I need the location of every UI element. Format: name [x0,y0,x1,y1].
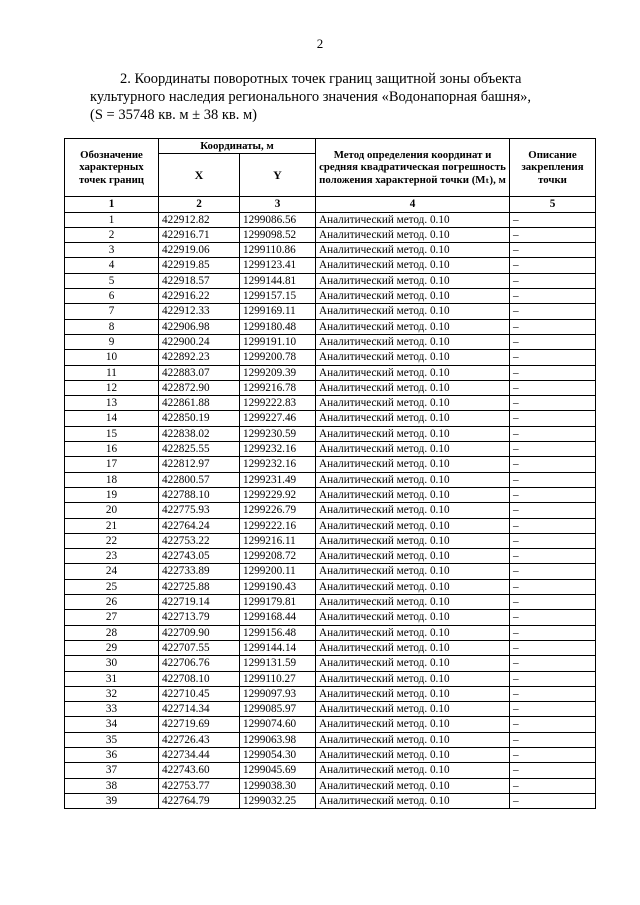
table-row [65,702,596,717]
method-cell: Аналитический метод. 0.10 [316,365,510,380]
x-coordinate-cell: 422788.10 [159,487,240,502]
method-cell: Аналитический метод. 0.10 [316,334,510,349]
coordinates-table [64,138,596,809]
point-id-cell: 35 [65,732,159,747]
table-body [65,212,596,809]
description-cell: – [510,258,596,273]
header-coordinates: Координаты, м [159,139,316,154]
x-coordinate-cell: 422883.07 [159,365,240,380]
heading-line-1: 2. Координаты поворотных точек границ защитной зоны объекта [120,71,522,87]
table-row [65,426,596,441]
x-coordinate-cell: 422764.79 [159,793,240,808]
table-row [65,350,596,365]
point-id-cell: 19 [65,487,159,502]
header-point-designation: Обозначение характерных точек границ [65,139,159,197]
description-cell: – [510,472,596,487]
x-coordinate-cell: 422775.93 [159,503,240,518]
description-cell: – [510,625,596,640]
method-cell: Аналитический метод. 0.10 [316,304,510,319]
x-coordinate-cell: 422719.14 [159,595,240,610]
description-cell: – [510,212,596,227]
y-coordinate-cell: 1299097.93 [240,686,316,701]
x-coordinate-cell: 422725.88 [159,579,240,594]
table-row [65,763,596,778]
y-coordinate-cell: 1299110.27 [240,671,316,686]
method-cell: Аналитический метод. 0.10 [316,717,510,732]
x-coordinate-cell: 422912.33 [159,304,240,319]
description-cell: – [510,457,596,472]
y-coordinate-cell: 1299229.92 [240,487,316,502]
table-row [65,457,596,472]
y-coordinate-cell: 1299222.16 [240,518,316,533]
table-row [65,732,596,747]
column-number-row [65,197,596,212]
method-cell: Аналитический метод. 0.10 [316,549,510,564]
description-cell: – [510,686,596,701]
table-row [65,289,596,304]
method-cell: Аналитический метод. 0.10 [316,273,510,288]
point-id-cell: 30 [65,656,159,671]
method-cell: Аналитический метод. 0.10 [316,350,510,365]
method-cell: Аналитический метод. 0.10 [316,487,510,502]
column-number: 3 [240,197,316,212]
point-id-cell: 13 [65,396,159,411]
method-cell: Аналитический метод. 0.10 [316,671,510,686]
point-id-cell: 3 [65,243,159,258]
y-coordinate-cell: 1299131.59 [240,656,316,671]
table-row [65,396,596,411]
table-row [65,686,596,701]
table-row [65,518,596,533]
method-cell: Аналитический метод. 0.10 [316,686,510,701]
description-cell: – [510,702,596,717]
x-coordinate-cell: 422708.10 [159,671,240,686]
point-id-cell: 26 [65,595,159,610]
y-coordinate-cell: 1299226.79 [240,503,316,518]
description-cell: – [510,503,596,518]
y-coordinate-cell: 1299216.11 [240,533,316,548]
y-coordinate-cell: 1299098.52 [240,227,316,242]
point-id-cell: 4 [65,258,159,273]
header-method: Метод определения координат и средняя квадратическая погрешность положения характерной точки (Mₜ), м [316,139,510,197]
method-cell: Аналитический метод. 0.10 [316,793,510,808]
method-cell: Аналитический метод. 0.10 [316,518,510,533]
x-coordinate-cell: 422916.71 [159,227,240,242]
description-cell: – [510,610,596,625]
point-id-cell: 15 [65,426,159,441]
table-row [65,656,596,671]
table-row [65,411,596,426]
table-row [65,334,596,349]
x-coordinate-cell: 422710.45 [159,686,240,701]
description-cell: – [510,595,596,610]
method-cell: Аналитический метод. 0.10 [316,747,510,762]
description-cell: – [510,334,596,349]
y-coordinate-cell: 1299045.69 [240,763,316,778]
y-coordinate-cell: 1299110.86 [240,243,316,258]
table-row [65,595,596,610]
x-coordinate-cell: 422825.55 [159,442,240,457]
table-row [65,227,596,242]
point-id-cell: 32 [65,686,159,701]
method-cell: Аналитический метод. 0.10 [316,732,510,747]
method-cell: Аналитический метод. 0.10 [316,212,510,227]
table-row [65,503,596,518]
column-number: 4 [316,197,510,212]
method-cell: Аналитический метод. 0.10 [316,411,510,426]
point-id-cell: 36 [65,747,159,762]
y-coordinate-cell: 1299179.81 [240,595,316,610]
table-row [65,533,596,548]
description-cell: – [510,487,596,502]
point-id-cell: 28 [65,625,159,640]
y-coordinate-cell: 1299232.16 [240,442,316,457]
x-coordinate-cell: 422892.23 [159,350,240,365]
description-cell: – [510,227,596,242]
x-coordinate-cell: 422918.57 [159,273,240,288]
table-row [65,304,596,319]
description-cell: – [510,380,596,395]
description-cell: – [510,656,596,671]
description-cell: – [510,411,596,426]
point-id-cell: 8 [65,319,159,334]
page-number: 2 [316,36,324,51]
table-row [65,549,596,564]
point-id-cell: 25 [65,579,159,594]
table-row [65,487,596,502]
x-coordinate-cell: 422900.24 [159,334,240,349]
y-coordinate-cell: 1299227.46 [240,411,316,426]
heading-line-3: (S = 35748 кв. м ± 38 кв. м) [90,107,257,123]
y-coordinate-cell: 1299200.78 [240,350,316,365]
point-id-cell: 11 [65,365,159,380]
description-cell: – [510,564,596,579]
method-cell: Аналитический метод. 0.10 [316,778,510,793]
point-id-cell: 20 [65,503,159,518]
x-coordinate-cell: 422753.22 [159,533,240,548]
column-number: 1 [65,197,159,212]
table-row [65,365,596,380]
description-cell: – [510,533,596,548]
y-coordinate-cell: 1299074.60 [240,717,316,732]
y-coordinate-cell: 1299169.11 [240,304,316,319]
x-coordinate-cell: 422764.24 [159,518,240,533]
point-id-cell: 38 [65,778,159,793]
method-cell: Аналитический метод. 0.10 [316,442,510,457]
x-coordinate-cell: 422709.90 [159,625,240,640]
table-row [65,640,596,655]
method-cell: Аналитический метод. 0.10 [316,289,510,304]
method-cell: Аналитический метод. 0.10 [316,595,510,610]
y-coordinate-cell: 1299123.41 [240,258,316,273]
table-row [65,319,596,334]
method-cell: Аналитический метод. 0.10 [316,702,510,717]
y-coordinate-cell: 1299063.98 [240,732,316,747]
y-coordinate-cell: 1299208.72 [240,549,316,564]
method-cell: Аналитический метод. 0.10 [316,503,510,518]
method-cell: Аналитический метод. 0.10 [316,243,510,258]
description-cell: – [510,793,596,808]
y-coordinate-cell: 1299086.56 [240,212,316,227]
table-row [65,273,596,288]
point-id-cell: 16 [65,442,159,457]
y-coordinate-cell: 1299180.48 [240,319,316,334]
point-id-cell: 23 [65,549,159,564]
x-coordinate-cell: 422726.43 [159,732,240,747]
x-coordinate-cell: 422714.34 [159,702,240,717]
description-cell: – [510,289,596,304]
x-coordinate-cell: 422713.79 [159,610,240,625]
point-id-cell: 21 [65,518,159,533]
table-row [65,380,596,395]
y-coordinate-cell: 1299231.49 [240,472,316,487]
method-cell: Аналитический метод. 0.10 [316,564,510,579]
description-cell: – [510,671,596,686]
x-coordinate-cell: 422733.89 [159,564,240,579]
y-coordinate-cell: 1299232.16 [240,457,316,472]
point-id-cell: 24 [65,564,159,579]
method-cell: Аналитический метод. 0.10 [316,457,510,472]
table-row [65,747,596,762]
description-cell: – [510,243,596,258]
description-cell: – [510,579,596,594]
point-id-cell: 2 [65,227,159,242]
description-cell: – [510,747,596,762]
description-cell: – [510,350,596,365]
x-coordinate-cell: 422734.44 [159,747,240,762]
description-cell: – [510,304,596,319]
table-row [65,564,596,579]
description-cell: – [510,442,596,457]
method-cell: Аналитический метод. 0.10 [316,227,510,242]
description-cell: – [510,426,596,441]
x-coordinate-cell: 422743.05 [159,549,240,564]
table-row [65,671,596,686]
method-cell: Аналитический метод. 0.10 [316,640,510,655]
table-row [65,243,596,258]
description-cell: – [510,319,596,334]
y-coordinate-cell: 1299144.81 [240,273,316,288]
point-id-cell: 9 [65,334,159,349]
x-coordinate-cell: 422800.57 [159,472,240,487]
x-coordinate-cell: 422719.69 [159,717,240,732]
table-row [65,717,596,732]
x-coordinate-cell: 422919.06 [159,243,240,258]
description-cell: – [510,763,596,778]
x-coordinate-cell: 422906.98 [159,319,240,334]
section-heading [90,70,590,124]
y-coordinate-cell: 1299222.83 [240,396,316,411]
table-row [65,625,596,640]
table-row [65,778,596,793]
method-cell: Аналитический метод. 0.10 [316,656,510,671]
y-coordinate-cell: 1299216.78 [240,380,316,395]
y-coordinate-cell: 1299200.11 [240,564,316,579]
y-coordinate-cell: 1299085.97 [240,702,316,717]
x-coordinate-cell: 422861.88 [159,396,240,411]
x-coordinate-cell: 422872.90 [159,380,240,395]
point-id-cell: 33 [65,702,159,717]
method-cell: Аналитический метод. 0.10 [316,380,510,395]
method-cell: Аналитический метод. 0.10 [316,426,510,441]
point-id-cell: 14 [65,411,159,426]
method-cell: Аналитический метод. 0.10 [316,610,510,625]
y-coordinate-cell: 1299054.30 [240,747,316,762]
header-y: Y [240,154,316,197]
y-coordinate-cell: 1299032.25 [240,793,316,808]
table-row [65,793,596,808]
y-coordinate-cell: 1299168.44 [240,610,316,625]
y-coordinate-cell: 1299230.59 [240,426,316,441]
y-coordinate-cell: 1299157.15 [240,289,316,304]
point-id-cell: 6 [65,289,159,304]
point-id-cell: 7 [65,304,159,319]
x-coordinate-cell: 422707.55 [159,640,240,655]
method-cell: Аналитический метод. 0.10 [316,396,510,411]
table-row [65,442,596,457]
x-coordinate-cell: 422753.77 [159,778,240,793]
description-cell: – [510,549,596,564]
table-row [65,258,596,273]
table-row [65,579,596,594]
heading-line-2: культурного наследия регионального значения «Водонапорная башня», [90,89,531,105]
x-coordinate-cell: 422743.60 [159,763,240,778]
point-id-cell: 12 [65,380,159,395]
method-cell: Аналитический метод. 0.10 [316,533,510,548]
x-coordinate-cell: 422919.85 [159,258,240,273]
column-number: 2 [159,197,240,212]
description-cell: – [510,778,596,793]
header-description: Описание закрепления точки [510,139,596,197]
point-id-cell: 39 [65,793,159,808]
method-cell: Аналитический метод. 0.10 [316,472,510,487]
x-coordinate-cell: 422812.97 [159,457,240,472]
y-coordinate-cell: 1299038.30 [240,778,316,793]
y-coordinate-cell: 1299190.43 [240,579,316,594]
point-id-cell: 27 [65,610,159,625]
method-cell: Аналитический метод. 0.10 [316,258,510,273]
x-coordinate-cell: 422916.22 [159,289,240,304]
point-id-cell: 1 [65,212,159,227]
y-coordinate-cell: 1299191.10 [240,334,316,349]
y-coordinate-cell: 1299144.14 [240,640,316,655]
description-cell: – [510,518,596,533]
point-id-cell: 31 [65,671,159,686]
point-id-cell: 5 [65,273,159,288]
point-id-cell: 29 [65,640,159,655]
x-coordinate-cell: 422838.02 [159,426,240,441]
method-cell: Аналитический метод. 0.10 [316,763,510,778]
header-x: X [159,154,240,197]
point-id-cell: 18 [65,472,159,487]
method-cell: Аналитический метод. 0.10 [316,319,510,334]
point-id-cell: 34 [65,717,159,732]
method-cell: Аналитический метод. 0.10 [316,625,510,640]
column-number: 5 [510,197,596,212]
x-coordinate-cell: 422912.82 [159,212,240,227]
description-cell: – [510,732,596,747]
method-cell: Аналитический метод. 0.10 [316,579,510,594]
x-coordinate-cell: 422706.76 [159,656,240,671]
description-cell: – [510,365,596,380]
point-id-cell: 22 [65,533,159,548]
table-row [65,212,596,227]
description-cell: – [510,273,596,288]
description-cell: – [510,396,596,411]
y-coordinate-cell: 1299156.48 [240,625,316,640]
table-row [65,610,596,625]
description-cell: – [510,640,596,655]
point-id-cell: 17 [65,457,159,472]
point-id-cell: 37 [65,763,159,778]
x-coordinate-cell: 422850.19 [159,411,240,426]
y-coordinate-cell: 1299209.39 [240,365,316,380]
table-row [65,472,596,487]
description-cell: – [510,717,596,732]
point-id-cell: 10 [65,350,159,365]
